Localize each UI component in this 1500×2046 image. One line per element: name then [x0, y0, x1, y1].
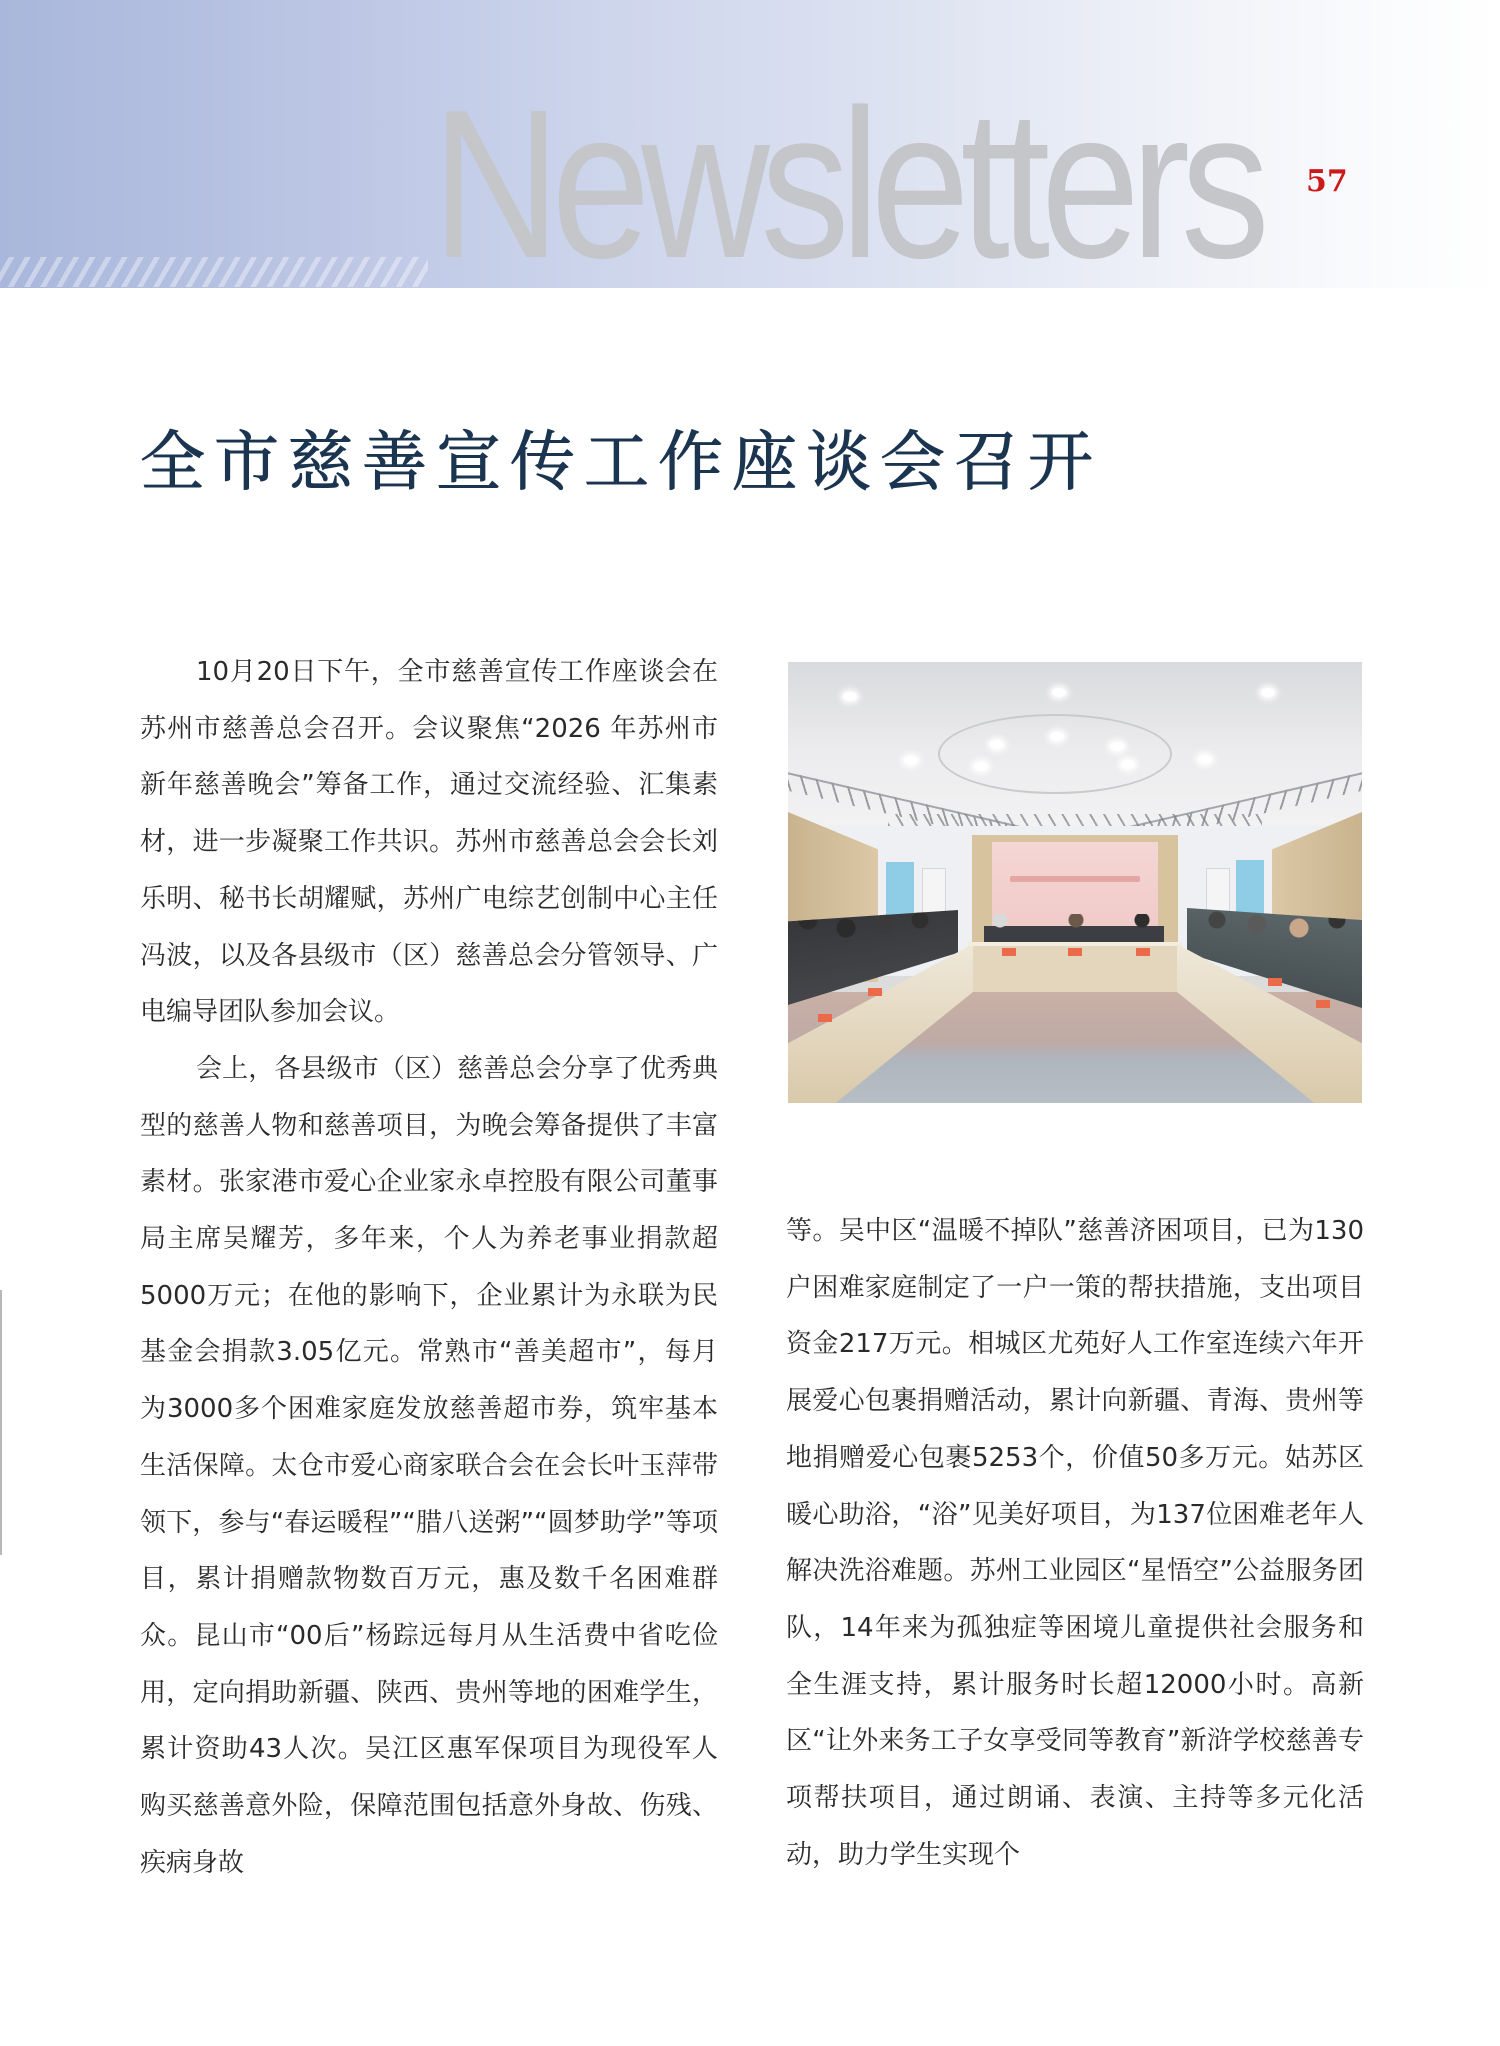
article-column-right [786, 1203, 1364, 1883]
ceiling-light-icon [843, 692, 857, 701]
article-title: 全市慈善宣传工作座谈会召开 [140, 425, 1103, 500]
ceiling-light-icon [990, 740, 1004, 749]
photo-truss-center [888, 814, 1262, 826]
page-edge-line [0, 1290, 2, 1555]
decorative-stripes [0, 257, 428, 287]
ceiling-light-icon [1261, 688, 1275, 697]
ceiling-light-icon [974, 762, 988, 771]
attendees-head-table [984, 914, 1164, 944]
paragraph: 会上，各县级市（区）慈善总会分享了优秀典型的慈善人物和慈善项目，为晚会筹备提供了丰富素材。张家港市爱心企业家永卓控股有限公司董事局主席吴耀芳，多年来，个人为养老事业捐款超5000万元；在他的影响下，企业累计为永联为民基金会捐款3.05亿元。常熟市“善美超市”，每月为3000多个困难家庭发放慈善超市券，筑牢基本生活保障。太仓市爱心商家联合会在会长叶玉萍带领下，参与“春运暖程”“腊八送粥”“圆梦助学”等项目，累计捐赠款物数百万元，惠及数千名困难群众。昆山市“00后”杨踪远每月从生活费中省吃俭用，定向捐助新疆、陕西、贵州等地的困难学生，累计资助43人次。吴江区惠军保项目为现役军人购买慈善意外险，保障范围包括意外身故、伤残、疾病身故 [140, 1053, 718, 1878]
paragraph: 10月20日下午，全市慈善宣传工作座谈会在苏州市慈善总会召开。会议聚焦“2026 年苏州市新年慈善晚会”筹备工作，通过交流经验、汇集素材，进一步凝聚工作共识。苏州市慈善总会会长刘乐明、秘书长胡耀赋，苏州广电综艺创制中心主任冯波，以及各县级市（区）慈善总会分管领导、广电编导团队参加会议。 [140, 657, 718, 1028]
ceiling-light-icon [904, 756, 918, 765]
nameplate-icon [818, 1014, 832, 1022]
ceiling-light-icon [1050, 732, 1064, 741]
nameplate-icon [868, 988, 882, 996]
ceiling-light-icon [1198, 755, 1212, 764]
ceiling-light-icon [1121, 760, 1135, 769]
header-banner [0, 0, 1500, 288]
nameplate-icon [1316, 1000, 1330, 1008]
photo-ceiling-ring [938, 714, 1172, 794]
page-number: 57 [1306, 164, 1348, 199]
ceiling-light-icon [1052, 688, 1066, 697]
nameplate-icon [1068, 948, 1082, 956]
screen-banner-text [1010, 876, 1140, 882]
nameplate-icon [1002, 948, 1016, 956]
nameplate-icon [1136, 948, 1150, 956]
masthead-title: Newsletters [432, 65, 1261, 288]
article-column-left [140, 644, 718, 1891]
meeting-photo [788, 662, 1362, 1103]
nameplate-icon [1268, 978, 1282, 986]
paragraph: 等。吴中区“温暖不掉队”慈善济困项目，已为130户困难家庭制定了一户一策的帮扶措施，支出项目资金217万元。相城区尤苑好人工作室连续六年开展爱心包裹捐赠活动，累计向新疆、青海、贵州等地捐赠爱心包裹5253个，价值50多万元。姑苏区暖心助浴，“浴”见美好项目，为137位困难老年人解决洗浴难题。苏州工业园区“星悟空”公益服务团队，14年来为孤独症等困境儿童提供社会服务和全生涯支持，累计服务时长超12000小时。高新区“让外来务工子女享受同等教育”新浒学校慈善专项帮扶项目，通过朗诵、表演、主持等多元化活动，助力学生实现个 [786, 1216, 1364, 1870]
ceiling-light-icon [1110, 742, 1124, 751]
